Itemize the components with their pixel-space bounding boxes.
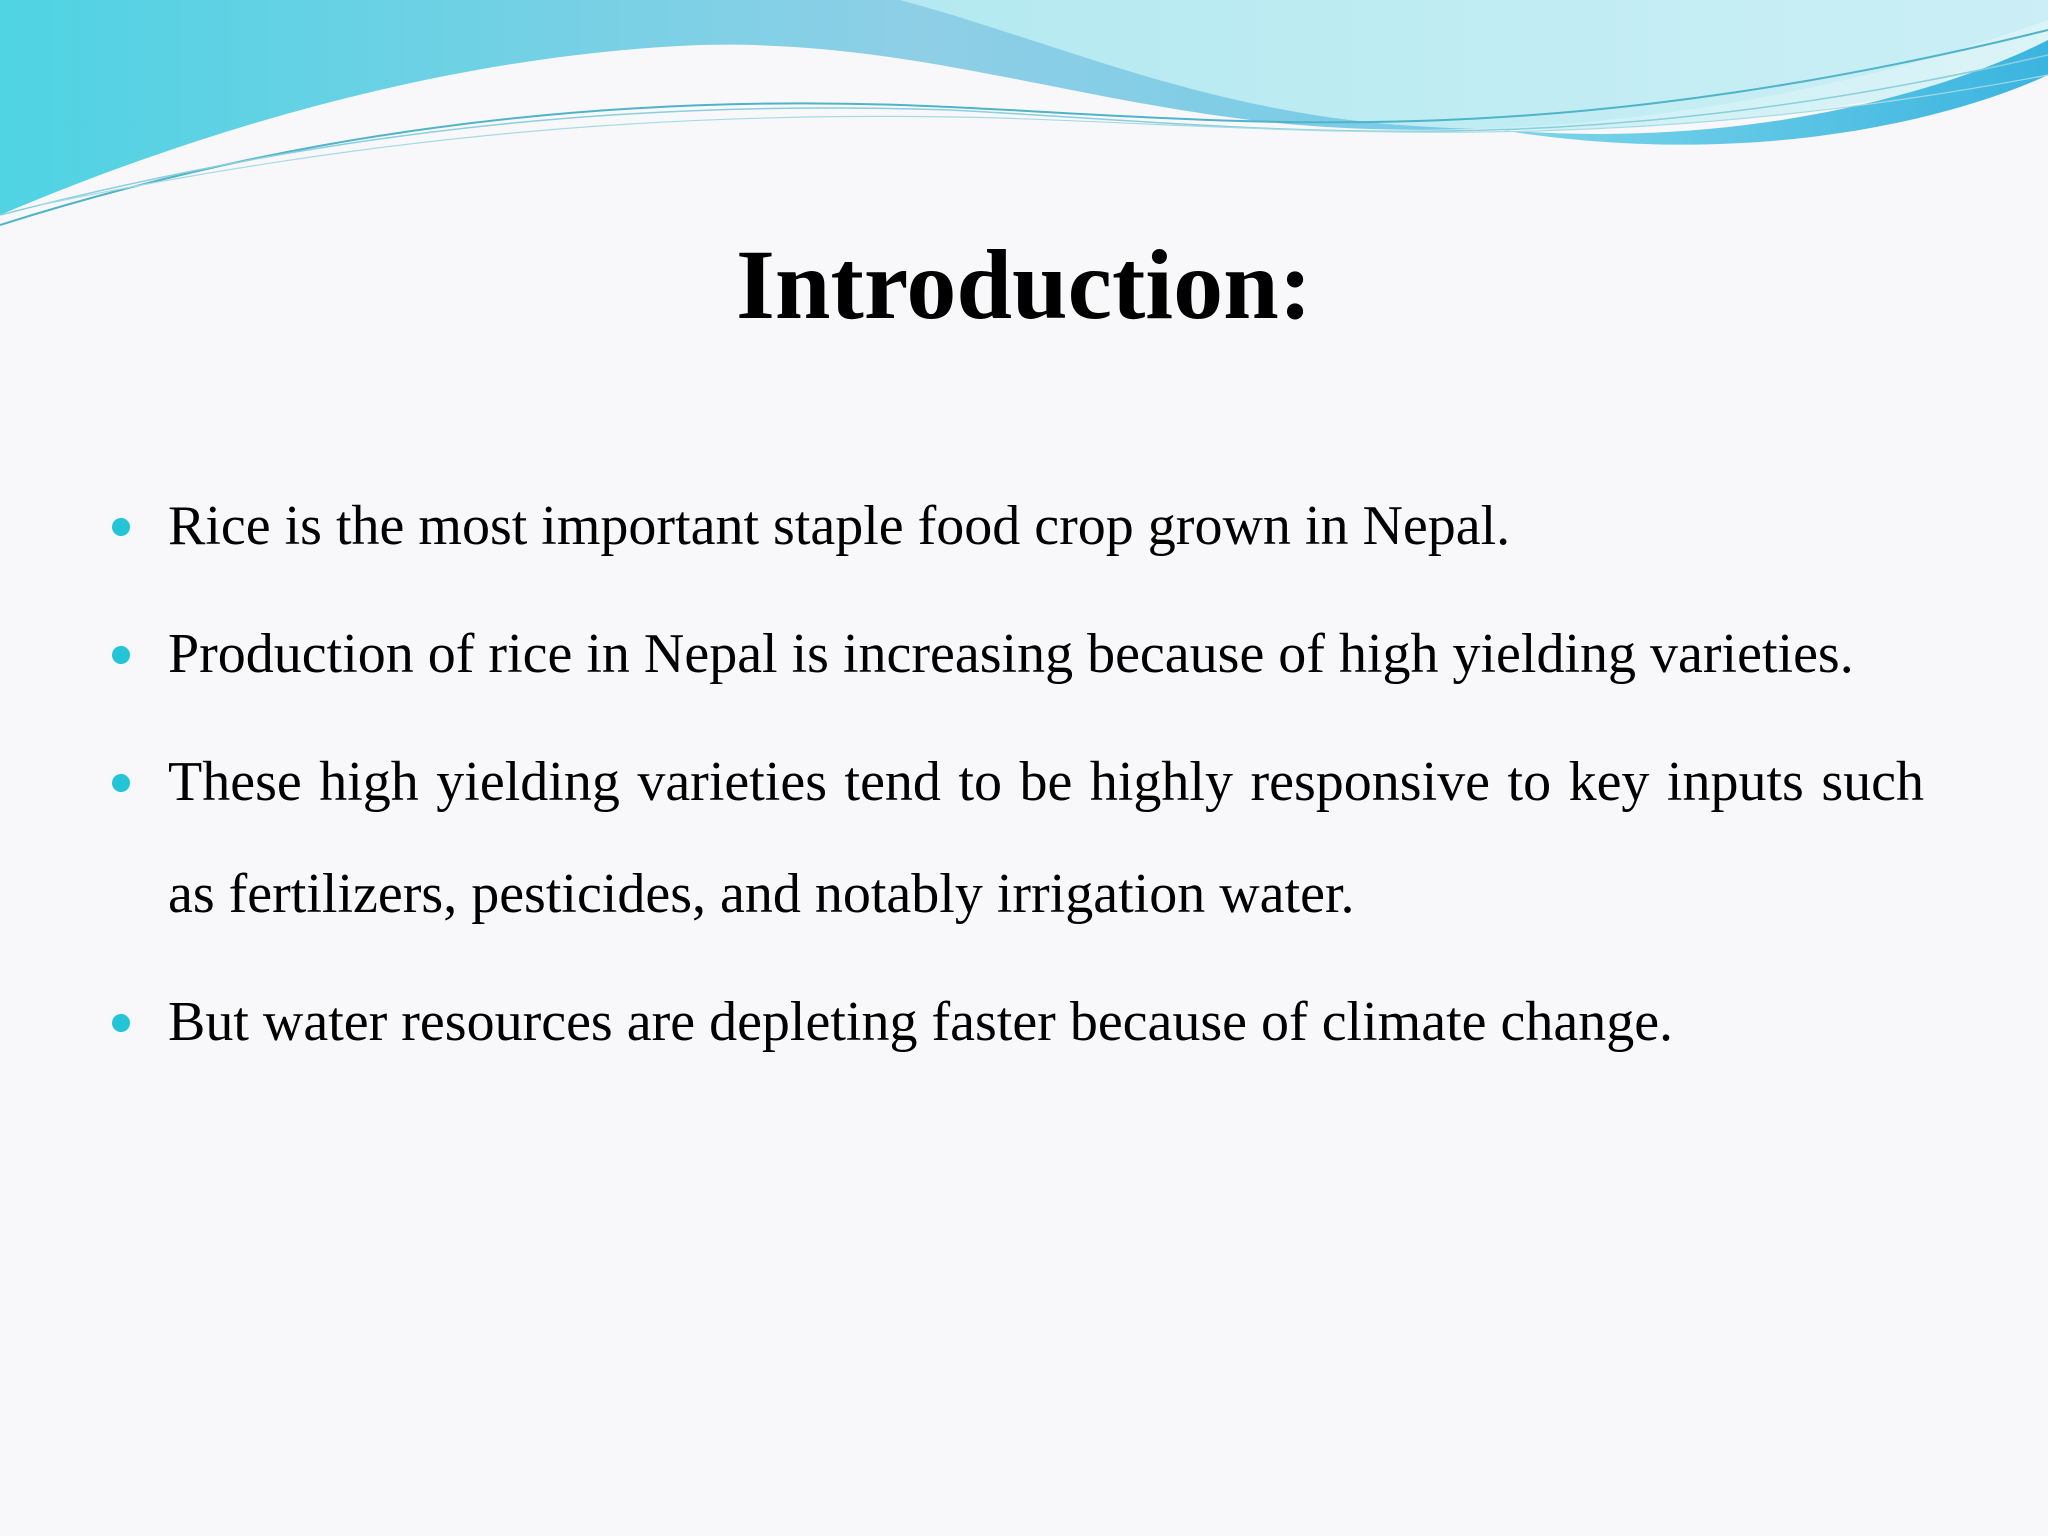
bullet-dot-icon (112, 646, 130, 664)
bullet-dot-icon (112, 1014, 130, 1032)
bullet-item (108, 726, 1924, 950)
bullet-text: Rice is the most important staple food crop grown in Nepal. (168, 495, 1511, 557)
bullet-dot-icon (112, 774, 130, 792)
bullet-dot-icon (112, 518, 130, 536)
bullet-item (108, 470, 1924, 582)
header-wave-decoration (0, 0, 2048, 240)
bullet-text: But water resources are depleting faster because of climate change. (168, 991, 1674, 1053)
slide-title: Introduction: (735, 229, 1313, 340)
bullet-text: Production of rice in Nepal is increasing because of high yielding varieties. (168, 623, 1854, 685)
bullet-text: These high yielding varieties tend to be highly responsive to key inputs such as fertilizers, pesticides, and notably irrigation water. (168, 751, 1924, 925)
bullet-list (108, 470, 1924, 1094)
bullet-item (108, 598, 1924, 710)
bullet-item (108, 966, 1924, 1078)
